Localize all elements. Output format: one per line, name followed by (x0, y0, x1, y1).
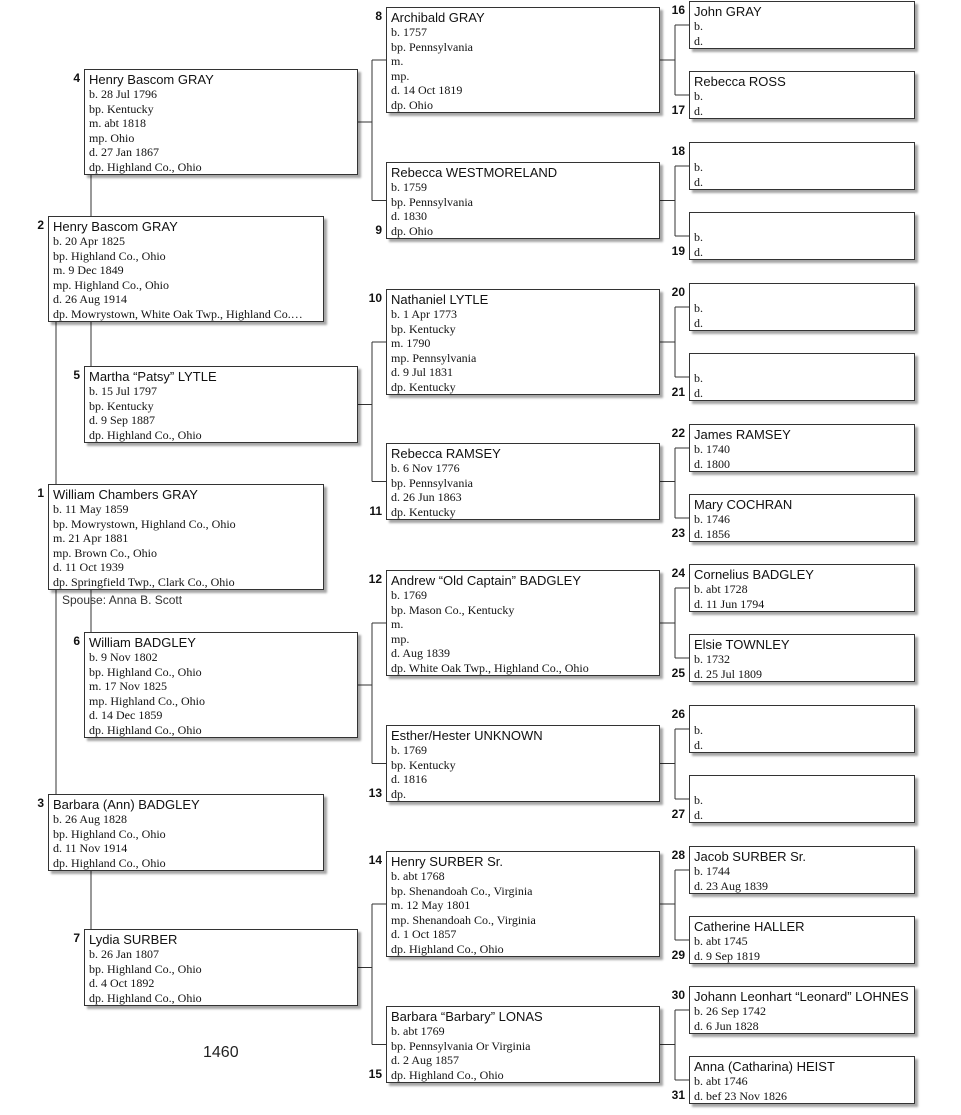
person-name: Archibald GRAY (391, 10, 485, 25)
person-name: Anna (Catharina) HEIST (694, 1059, 835, 1074)
person-box-20[interactable] (689, 283, 915, 331)
person-name (694, 215, 910, 230)
person-detail-line: dp. White Oak Twp., Highland Co., Ohio (391, 660, 589, 675)
person-detail-line: dp. Kentucky (391, 504, 456, 519)
person-box-25[interactable] (689, 634, 915, 682)
person-detail-line: mp. Pennsylvania (391, 350, 477, 365)
person-box-5[interactable] (84, 366, 358, 443)
person-name (694, 145, 910, 160)
person-box-19[interactable] (689, 212, 915, 260)
person-detail-line: d. 1816 (391, 772, 427, 786)
person-detail-line: bp. Kentucky (391, 757, 456, 772)
person-box-9[interactable] (386, 162, 660, 239)
person-detail-line: b. (694, 19, 703, 33)
person-detail-line: b. abt 1746 (694, 1074, 748, 1088)
person-box-27[interactable] (689, 775, 915, 823)
person-number-30: 30 (671, 988, 685, 1002)
person-detail-line: d. (694, 315, 703, 330)
person-detail-line: bp. Highland Co., Ohio (53, 248, 166, 263)
person-detail-line: d. Aug 1839 (391, 646, 451, 660)
person-number-28: 28 (671, 848, 685, 862)
person-detail-line: d. 14 Dec 1859 (89, 708, 163, 722)
person-name: Rebecca ROSS (694, 74, 786, 89)
person-box-10[interactable] (386, 289, 660, 395)
person-detail-line: m. 1790 (391, 336, 431, 350)
person-detail-line: d. (694, 385, 703, 400)
person-detail-line: b. abt 1769 (391, 1024, 445, 1038)
person-number-29: 29 (671, 948, 685, 962)
person-detail-line: bp. Mowrystown, Highland Co., Ohio (53, 516, 236, 531)
person-detail-line: bp. Highland Co., Ohio (89, 664, 202, 679)
person-detail-line: b. 6 Nov 1776 (391, 461, 460, 475)
person-box-29[interactable] (689, 916, 915, 964)
person-number-27: 27 (671, 807, 685, 821)
person-detail-line: b. 26 Aug 1828 (53, 812, 128, 826)
person-detail-line: b. 1740 (694, 442, 730, 456)
person-detail-line: mp. Shenandoah Co., Virginia (391, 912, 536, 927)
person-name: Nathaniel LYTLE (391, 292, 489, 307)
person-detail-line: b. 1 Apr 1773 (391, 307, 457, 321)
person-number-6: 6 (73, 634, 80, 648)
person-name: Lydia SURBER (89, 932, 178, 947)
person-detail-line: b. 1769 (391, 743, 427, 757)
person-detail-line: bp. Shenandoah Co., Virginia (391, 883, 533, 898)
person-box-2[interactable] (48, 216, 324, 322)
person-detail-line: dp. Highland Co., Ohio (89, 159, 202, 174)
person-number-19: 19 (671, 244, 685, 258)
person-detail-line: d. (694, 737, 703, 752)
person-detail-line: b. 9 Nov 1802 (89, 650, 158, 664)
person-name: Henry Bascom GRAY (53, 219, 178, 234)
person-number-2: 2 (37, 218, 44, 232)
person-number-12: 12 (368, 572, 382, 586)
person-name: Rebecca WESTMORELAND (391, 165, 558, 180)
person-detail-line: m. (391, 617, 404, 631)
person-number-9: 9 (375, 223, 382, 237)
person-detail-line: d. 1 Oct 1857 (391, 927, 457, 941)
person-detail-line: dp. (391, 786, 406, 801)
person-detail-line: d. (694, 103, 703, 118)
person-number-16: 16 (671, 3, 685, 17)
person-detail-line: dp. Highland Co., Ohio (89, 722, 202, 737)
person-detail-line: b. 15 Jul 1797 (89, 384, 158, 398)
person-detail-line: d. 26 Jun 1863 (391, 490, 462, 504)
person-detail-line: mp. (391, 68, 410, 83)
person-name: Elsie TOWNLEY (694, 637, 790, 652)
person-detail-line: bp. Kentucky (89, 398, 154, 413)
person-detail-line: dp. Highland Co., Ohio (391, 1067, 504, 1082)
person-box-11[interactable] (386, 443, 660, 520)
person-number-14: 14 (368, 853, 382, 867)
person-name: Andrew “Old Captain” BADGLEY (391, 573, 582, 588)
person-detail-line: mp. Highland Co., Ohio (89, 693, 205, 708)
person-detail-line: b. (694, 301, 703, 315)
person-name: Rebecca RAMSEY (391, 446, 501, 461)
person-detail-line: dp. Highland Co., Ohio (53, 855, 166, 870)
person-detail-line: b. (694, 723, 703, 737)
person-box-4[interactable] (84, 69, 358, 175)
person-name: John GRAY (694, 4, 762, 19)
person-detail-line: b. 20 Apr 1825 (53, 234, 125, 248)
person-number-24: 24 (671, 566, 685, 580)
person-detail-line: d. (694, 33, 703, 48)
person-detail-line: d. 23 Aug 1839 (694, 878, 769, 893)
person-number-23: 23 (671, 526, 685, 540)
person-name (694, 708, 910, 723)
person-detail-line: d. 25 Jul 1809 (694, 666, 763, 681)
person-detail-line: dp. Highland Co., Ohio (391, 941, 504, 956)
person-detail-line: m. 9 Dec 1849 (53, 263, 124, 277)
person-detail-line: b. (694, 160, 703, 174)
person-detail-line: b. 28 Jul 1796 (89, 87, 158, 101)
person-name: Cornelius BADGLEY (694, 567, 814, 582)
person-detail-line: dp. Springfield Twp., Clark Co., Ohio (53, 574, 235, 589)
person-box-8[interactable] (386, 7, 660, 113)
person-number-5: 5 (73, 368, 80, 382)
person-detail-line: d. 14 Oct 1819 (391, 83, 463, 97)
person-name: Henry SURBER Sr. (391, 854, 503, 869)
person-number-13: 13 (368, 786, 382, 800)
person-box-24[interactable] (689, 564, 915, 612)
person-detail-line: dp. Ohio (391, 97, 433, 112)
person-number-17: 17 (671, 103, 685, 117)
person-detail-line: d. 1856 (694, 526, 730, 541)
person-box-15[interactable] (386, 1006, 660, 1083)
person-detail-line: m. abt 1818 (89, 116, 146, 130)
person-number-22: 22 (671, 426, 685, 440)
person-detail-line: b. (694, 371, 703, 385)
person-name: Martha “Patsy” LYTLE (89, 369, 217, 384)
person-detail-line: m. 17 Nov 1825 (89, 679, 167, 693)
person-detail-line: b. (694, 230, 703, 244)
person-detail-line: b. abt 1768 (391, 869, 445, 883)
person-box-1[interactable] (48, 484, 324, 590)
person-detail-line: b. 26 Sep 1742 (694, 1004, 766, 1018)
person-detail-line: d. 1800 (694, 456, 730, 471)
person-name: Jacob SURBER Sr. (694, 849, 806, 864)
person-box-13[interactable] (386, 725, 660, 802)
person-name: William Chambers GRAY (53, 487, 198, 502)
person-box-30[interactable] (689, 986, 915, 1034)
person-name (694, 778, 910, 793)
person-name: James RAMSEY (694, 427, 791, 442)
person-number-20: 20 (671, 285, 685, 299)
person-number-10: 10 (368, 291, 382, 305)
person-detail-line: mp. (391, 631, 410, 646)
person-detail-line: b. 1746 (694, 512, 730, 526)
person-name: Barbara (Ann) BADGLEY (53, 797, 200, 812)
person-detail-line: bp. Kentucky (391, 321, 456, 336)
person-name: Esther/Hester UNKNOWN (391, 728, 543, 743)
person-name (694, 286, 910, 301)
person-box-6[interactable] (84, 632, 358, 738)
person-detail-line: mp. Ohio (89, 130, 135, 145)
person-box-14[interactable] (386, 851, 660, 957)
person-number-31: 31 (671, 1088, 685, 1102)
page-number: 1460 (203, 1044, 239, 1061)
person-detail-line: b. 1744 (694, 864, 730, 878)
person-detail-line: d. (694, 174, 703, 189)
person-box-17[interactable] (689, 71, 915, 119)
person-detail-line: d. 2 Aug 1857 (391, 1053, 460, 1067)
person-detail-line: b. 1757 (391, 25, 427, 39)
person-name: Barbara “Barbary” LONAS (391, 1009, 543, 1024)
person-number-25: 25 (671, 666, 685, 680)
person-detail-line: bp. Highland Co., Ohio (89, 961, 202, 976)
person-detail-line: d. 9 Jul 1831 (391, 365, 454, 379)
person-detail-line: m. 21 Apr 1881 (53, 531, 129, 545)
person-box-18[interactable] (689, 142, 915, 190)
person-detail-line: m. 12 May 1801 (391, 898, 471, 912)
person-name: Catherine HALLER (694, 919, 805, 934)
person-name: Henry Bascom GRAY (89, 72, 214, 87)
person-detail-line: d. (694, 244, 703, 259)
person-detail-line: b. 26 Jan 1807 (89, 947, 159, 961)
person-box-31[interactable] (689, 1056, 915, 1104)
person-number-8: 8 (375, 9, 382, 23)
person-detail-line: bp. Pennsylvania (391, 194, 473, 209)
person-name: William BADGLEY (89, 635, 196, 650)
person-detail-line: d. 1830 (391, 209, 427, 223)
person-detail-line: d. 11 Jun 1794 (694, 596, 765, 611)
person-detail-line: d. 11 Nov 1914 (53, 841, 128, 855)
person-number-1: 1 (37, 486, 44, 500)
person-detail-line: d. 9 Sep 1819 (694, 948, 760, 963)
person-detail-line: d. 9 Sep 1887 (89, 413, 155, 427)
person-detail-line: b. 11 May 1859 (53, 502, 129, 516)
person-box-26[interactable] (689, 705, 915, 753)
person-box-3[interactable] (48, 794, 324, 871)
person-detail-line: mp. Brown Co., Ohio (53, 545, 158, 560)
person-detail-line: d. 27 Jan 1867 (89, 145, 159, 159)
person-detail-line: b. 1769 (391, 588, 427, 602)
person-number-18: 18 (671, 144, 685, 158)
person-detail-line: d. (694, 807, 703, 822)
person-box-7[interactable] (84, 929, 358, 1006)
person-name: Johann Leonhart “Leonard” LOHNES (694, 989, 909, 1004)
person-box-28[interactable] (689, 846, 915, 894)
person-detail-line: bp. Mason Co., Kentucky (391, 602, 515, 617)
person-detail-line: bp. Pennsylvania (391, 39, 473, 54)
person-detail-line: d. bef 23 Nov 1826 (694, 1088, 787, 1103)
person-detail-line: b. (694, 89, 703, 103)
person-detail-line: d. 26 Aug 1914 (53, 292, 128, 306)
person-name: Mary COCHRAN (694, 497, 793, 512)
person-detail-line: bp. Kentucky (89, 101, 154, 116)
person-box-22[interactable] (689, 424, 915, 472)
person-box-12[interactable] (386, 570, 660, 676)
person-detail-line: bp. Highland Co., Ohio (53, 826, 166, 841)
person-detail-line: b. (694, 793, 703, 807)
person-number-3: 3 (37, 796, 44, 810)
person-detail-line: d. 11 Oct 1939 (53, 560, 124, 574)
person-detail-line: dp. Kentucky (391, 379, 456, 394)
person-detail-line: m. (391, 54, 404, 68)
person-detail-line: dp. Highland Co., Ohio (89, 427, 202, 442)
person-number-15: 15 (368, 1067, 382, 1081)
person-name (694, 356, 910, 371)
spouse-label: Spouse: Anna B. Scott (62, 593, 183, 607)
person-detail-line: bp. Pennsylvania (391, 475, 473, 490)
person-number-26: 26 (671, 707, 685, 721)
person-detail-line: dp. Ohio (391, 223, 433, 238)
person-detail-line: dp. Highland Co., Ohio (89, 990, 202, 1005)
person-detail-line: d. 6 Jun 1828 (694, 1018, 759, 1033)
person-number-4: 4 (73, 71, 80, 85)
person-box-16[interactable] (689, 1, 915, 49)
person-detail-line: b. abt 1745 (694, 934, 748, 948)
person-detail-line: dp. Mowrystown, White Oak Twp., Highland Co.… (53, 306, 303, 321)
person-box-21[interactable] (689, 353, 915, 401)
person-detail-line: b. abt 1728 (694, 582, 748, 596)
person-number-7: 7 (73, 931, 80, 945)
person-detail-line: mp. Highland Co., Ohio (53, 277, 169, 292)
person-number-21: 21 (671, 385, 685, 399)
person-number-11: 11 (369, 504, 382, 518)
person-detail-line: b. 1732 (694, 652, 730, 666)
person-detail-line: b. 1759 (391, 180, 427, 194)
person-box-23[interactable] (689, 494, 915, 542)
person-detail-line: bp. Pennsylvania Or Virginia (391, 1038, 531, 1053)
person-detail-line: d. 4 Oct 1892 (89, 976, 155, 990)
